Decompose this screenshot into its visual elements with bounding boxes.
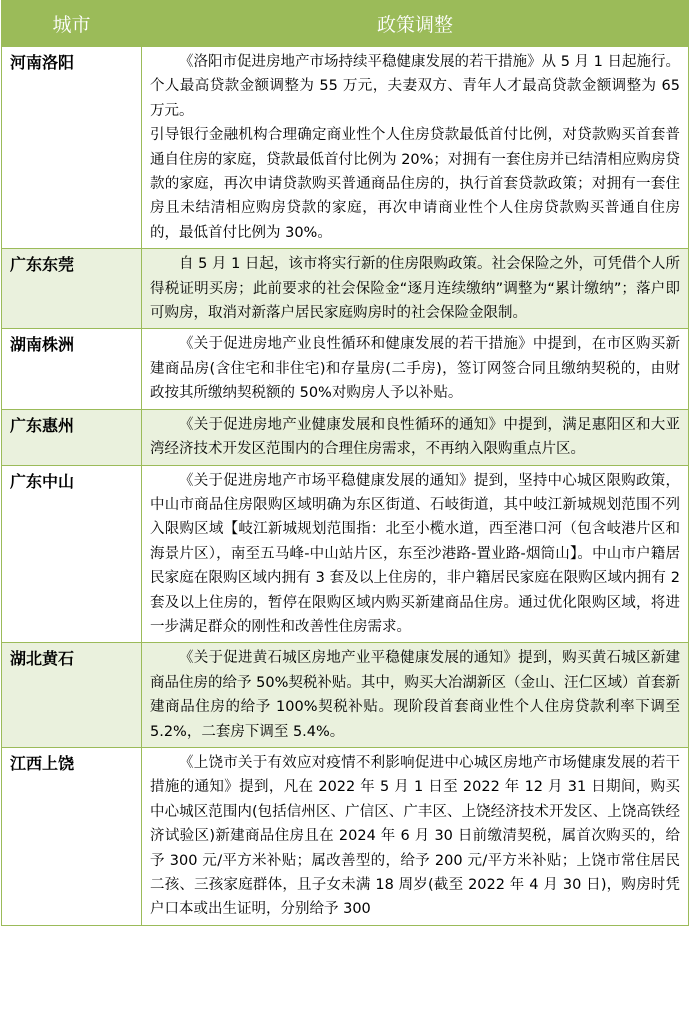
policy-cell: [142, 329, 689, 409]
policy-paragraph: 《上饶市关于有效应对疫情不利影响促进中心城区房地产市场健康发展的若干措施的通知》提到，凡在 2022 年 5 月 1 日至 2022 年 12 月 31 日期间，购买中心城区范围内(包括信州区、广信区、广丰区、上饶经济技术开发区、上饶高铁经济试验区)新建商品住房且在 2024 年 6 月 30 日前缴清契税，属首次购买的，给予 300 元/平方米补贴；属改善型的，给予 200 元/平方米补贴；上饶市常住居民二孩、三孩家庭群体，且子女未满 18 周岁(截至 2022 年 4 月 30 日)，购房时凭户口本或出生证明，分别给予 300: [150, 754, 680, 918]
table-row: [2, 47, 689, 249]
policy-table: [1, 0, 689, 926]
policy-cell: [142, 409, 689, 465]
policy-paragraph: 《关于促进房地产业良性循环和健康发展的若干措施》中提到，在市区购买新建商品房(含住宅和非住宅)和存量房(二手房)，签订网签合同且缴纳契税的，由财政按其所缴纳契税额的 50%对购房人予以补贴。: [150, 336, 680, 402]
city-cell: 湖北黄石: [2, 643, 142, 748]
table-header-row: [2, 1, 689, 47]
policy-cell: [142, 643, 689, 748]
city-cell: 河南洛阳: [2, 47, 142, 249]
city-cell: 广东惠州: [2, 409, 142, 465]
city-cell: 湖南株洲: [2, 329, 142, 409]
policy-paragraph: 《关于促进黄石城区房地产业平稳健康发展的通知》提到，购买黄石城区新建商品住房的给予 50%契税补贴。其中，购买大冶湖新区（金山、汪仁区域）首套新建商品住房的给予 100%契税补贴。现阶段首套商业性个人住房贷款利率下调至 5.2%，二套房下调至 5.4%。: [150, 650, 680, 740]
city-cell: 广东东莞: [2, 249, 142, 329]
policy-cell: [142, 747, 689, 925]
policy-paragraph: 自 5 月 1 日起，该市将实行新的住房限购政策。社会保险之外，可凭借个人所得税证明买房；此前要求的社会保险金“逐月连续缴纳”调整为“累计缴纳”；落户即可购房，取消对新落户居民家庭购房时的社会保险金限制。: [150, 256, 680, 322]
city-cell: 广东中山: [2, 465, 142, 643]
policy-paragraph: 《洛阳市促进房地产市场持续平稳健康发展的若干措施》从 5 月 1 日起施行。个人最高贷款金额调整为 55 万元，夫妻双方、青年人才最高贷款金额调整为 65 万元。: [150, 54, 680, 119]
table-row: [2, 643, 689, 748]
policy-paragraph: 《关于促进房地产业健康发展和良性循环的通知》中提到，满足惠阳区和大亚湾经济技术开发区范围内的合理住房需求，不再纳入限购重点片区。: [150, 416, 680, 458]
header-city: 城市: [2, 1, 142, 47]
policy-paragraph: 引导银行金融机构合理确定商业性个人住房贷款最低首付比例，对贷款购买首套普通自住房的家庭，贷款最低首付比例为 20%；对拥有一套住房并已结清相应购房贷款的家庭，再次申请贷款购买普通商品住房的，执行首套贷款政策；对拥有一套住房且未结清相应购房贷款的家庭，再次申请商业性个人住房贷款购买普通自住房的，最低首付比例为 30%。: [150, 127, 680, 241]
city-cell: 江西上饶: [2, 747, 142, 925]
policy-paragraph: 《关于促进房地产市场平稳健康发展的通知》提到，坚持中心城区限购政策，中山市商品住房限购区域明确为东区街道、石岐街道，其中岐江新城规划范围不列入限购区域【岐江新城规划范围指：北至小榄水道，西至港口河（包含岐港片区和海景片区），南至五马峰-中山站片区，东至沙港路-置业路-烟筒山】。中山市户籍居民家庭在限购区域内拥有 3 套及以上住房的，非户籍居民家庭在限购区域内拥有 2 套及以上住房的，暂停在限购区域内购买新建商品住房。通过优化限购区域，将进一步满足群众的刚性和改善性住房需求。: [150, 472, 680, 635]
table-row: [2, 249, 689, 329]
table-row: [2, 465, 689, 643]
header-policy: 政策调整: [142, 1, 689, 47]
table-row: [2, 747, 689, 925]
table-row: [2, 329, 689, 409]
table-row: [2, 409, 689, 465]
policy-cell: [142, 47, 689, 249]
policy-cell: [142, 465, 689, 643]
policy-cell: [142, 249, 689, 329]
